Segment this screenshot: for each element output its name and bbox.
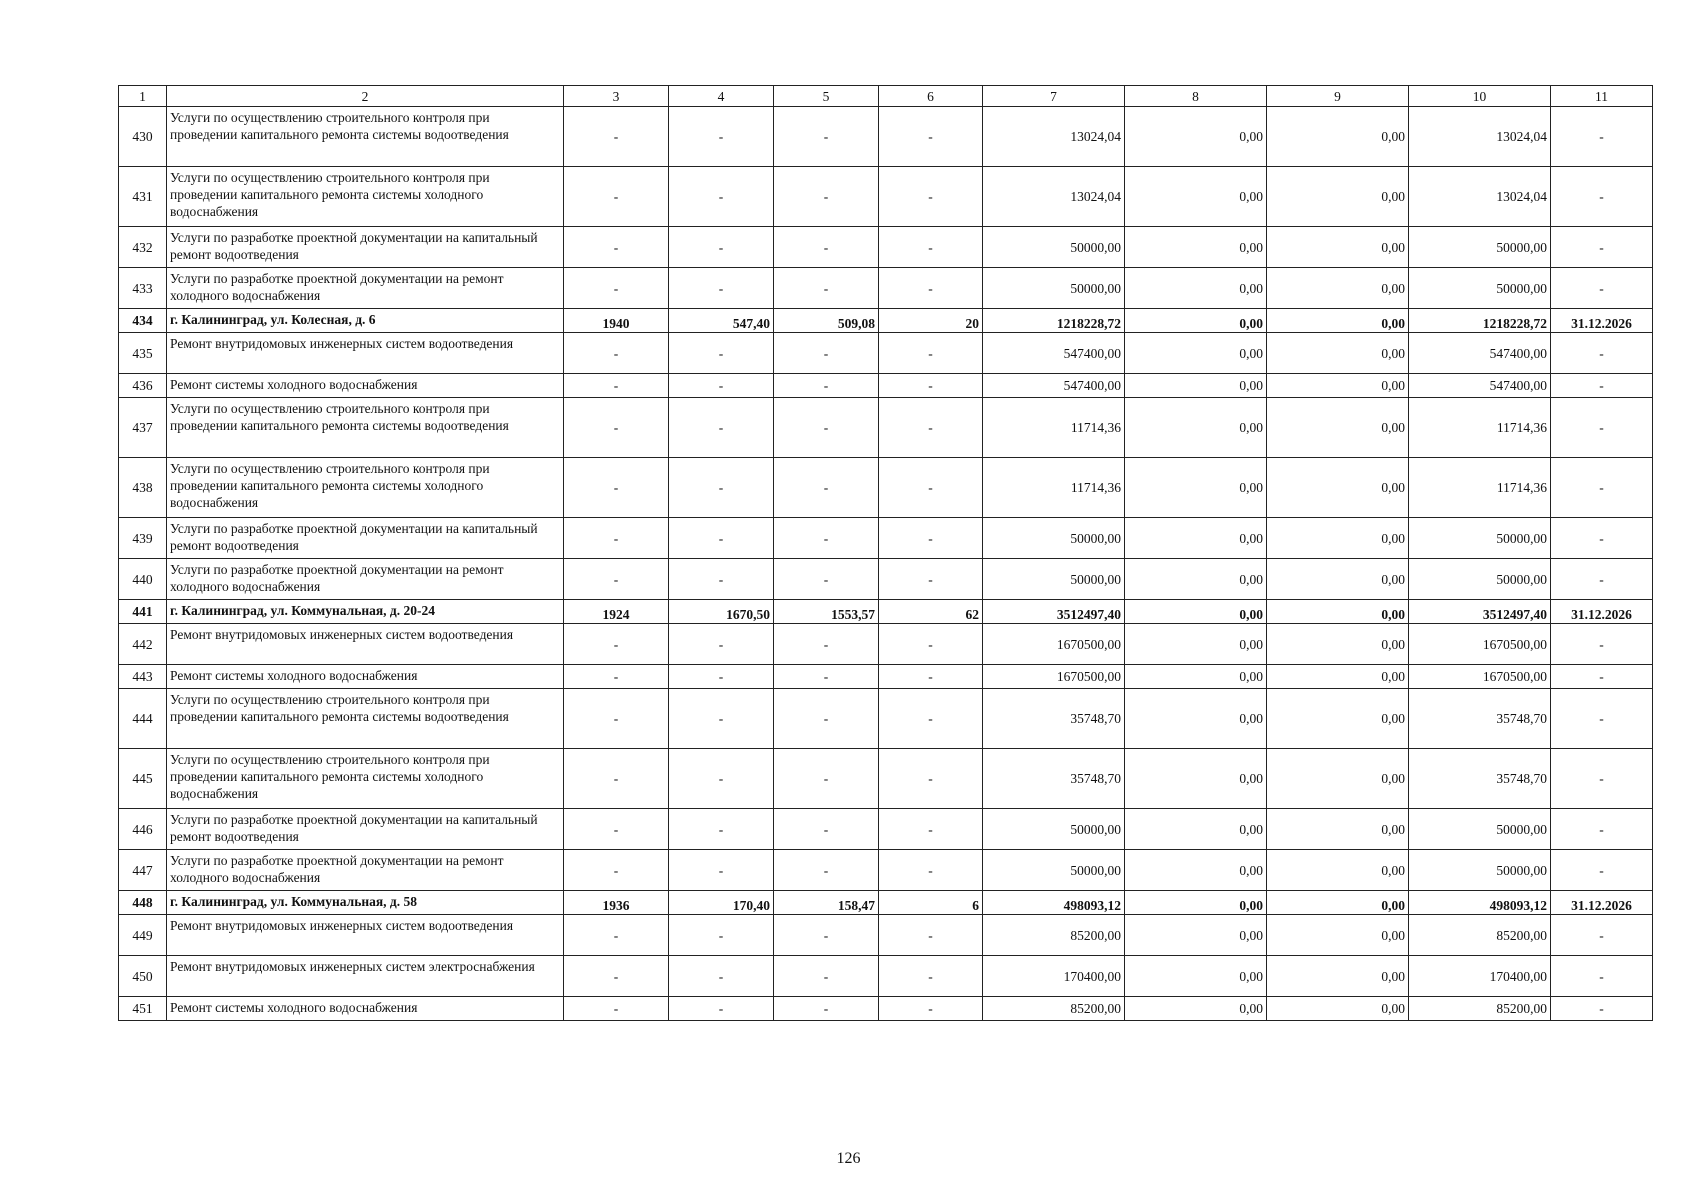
cell-col-9: 0,00	[1267, 374, 1409, 398]
cell-col-3: 1940	[564, 309, 669, 333]
cell-col-11: -	[1551, 559, 1653, 600]
cell-col-9: 0,00	[1267, 458, 1409, 518]
cell-col-6: -	[879, 809, 983, 850]
cell-col-8: 0,00	[1125, 915, 1267, 956]
table-body	[119, 107, 1653, 1021]
cell-col-8: 0,00	[1125, 309, 1267, 333]
cell-col-7: 13024,04	[983, 107, 1125, 167]
cell-col-7: 85200,00	[983, 997, 1125, 1021]
cell-col-5: -	[774, 227, 879, 268]
row-number: 436	[119, 374, 167, 398]
cell-col-6: -	[879, 665, 983, 689]
cell-col-9: 0,00	[1267, 227, 1409, 268]
cell-col-7: 13024,04	[983, 167, 1125, 227]
cell-col-7: 85200,00	[983, 915, 1125, 956]
table-row	[119, 689, 1653, 749]
cell-col-3: -	[564, 997, 669, 1021]
cell-col-10: 1218228,72	[1409, 309, 1551, 333]
work-description: Услуги по разработке проектной документации на капитальный ремонт водоотведения	[167, 227, 564, 268]
row-number: 438	[119, 458, 167, 518]
cell-col-4: -	[669, 518, 774, 559]
work-description: Ремонт внутридомовых инженерных систем электроснабжения	[167, 956, 564, 997]
work-description: Услуги по осуществлению строительного контроля при проведении капитального ремонта системы холодного водоснабжения	[167, 458, 564, 518]
row-number: 444	[119, 689, 167, 749]
row-number: 446	[119, 809, 167, 850]
cell-col-5: -	[774, 333, 879, 374]
cell-col-3: 1936	[564, 891, 669, 915]
column-header-2: 2	[167, 86, 564, 107]
cell-col-4: -	[669, 915, 774, 956]
cell-col-10: 170400,00	[1409, 956, 1551, 997]
cell-col-6: 20	[879, 309, 983, 333]
work-description: Услуги по разработке проектной документации на ремонт холодного водоснабжения	[167, 559, 564, 600]
cell-col-8: 0,00	[1125, 809, 1267, 850]
column-header-1: 1	[119, 86, 167, 107]
cell-col-5: -	[774, 268, 879, 309]
cell-col-9: 0,00	[1267, 107, 1409, 167]
cell-col-9: 0,00	[1267, 749, 1409, 809]
cell-col-7: 11714,36	[983, 398, 1125, 458]
cell-col-3: -	[564, 665, 669, 689]
cell-col-4: -	[669, 227, 774, 268]
cell-col-9: 0,00	[1267, 600, 1409, 624]
work-description: Услуги по осуществлению строительного контроля при проведении капитального ремонта системы холодного водоснабжения	[167, 749, 564, 809]
cell-col-8: 0,00	[1125, 227, 1267, 268]
cell-col-11: 31.12.2026	[1551, 891, 1653, 915]
cell-col-3: -	[564, 518, 669, 559]
table-row	[119, 850, 1653, 891]
column-number-row	[119, 86, 1653, 107]
cell-col-9: 0,00	[1267, 333, 1409, 374]
table-row	[119, 997, 1653, 1021]
cell-col-11: -	[1551, 268, 1653, 309]
cell-col-3: -	[564, 624, 669, 665]
cell-col-11: -	[1551, 997, 1653, 1021]
cell-col-4: -	[669, 398, 774, 458]
cell-col-10: 11714,36	[1409, 458, 1551, 518]
cell-col-5: -	[774, 374, 879, 398]
cell-col-6: -	[879, 850, 983, 891]
cell-col-3: -	[564, 689, 669, 749]
cell-col-8: 0,00	[1125, 891, 1267, 915]
cell-col-6: -	[879, 398, 983, 458]
cell-col-7: 50000,00	[983, 227, 1125, 268]
cell-col-11: -	[1551, 374, 1653, 398]
cell-col-6: -	[879, 749, 983, 809]
cell-col-11: -	[1551, 915, 1653, 956]
cell-col-7: 547400,00	[983, 333, 1125, 374]
work-description: Услуги по осуществлению строительного контроля при проведении капитального ремонта системы водоотведения	[167, 689, 564, 749]
table-row	[119, 374, 1653, 398]
cell-col-11: -	[1551, 107, 1653, 167]
cell-col-11: 31.12.2026	[1551, 600, 1653, 624]
cell-col-7: 50000,00	[983, 268, 1125, 309]
cell-col-4: 170,40	[669, 891, 774, 915]
cell-col-10: 85200,00	[1409, 915, 1551, 956]
cell-col-10: 3512497,40	[1409, 600, 1551, 624]
cell-col-4: -	[669, 850, 774, 891]
cell-col-10: 35748,70	[1409, 689, 1551, 749]
cell-col-9: 0,00	[1267, 624, 1409, 665]
address-row	[119, 309, 1653, 333]
cell-col-7: 1218228,72	[983, 309, 1125, 333]
cell-col-5: -	[774, 167, 879, 227]
row-number: 448	[119, 891, 167, 915]
cell-col-3: 1924	[564, 600, 669, 624]
column-header-3: 3	[564, 86, 669, 107]
cell-col-6: -	[879, 458, 983, 518]
cell-col-6: -	[879, 956, 983, 997]
row-number: 441	[119, 600, 167, 624]
cell-col-7: 547400,00	[983, 374, 1125, 398]
document-page	[118, 85, 1653, 1021]
cell-col-7: 35748,70	[983, 689, 1125, 749]
table-row	[119, 956, 1653, 997]
cell-col-6: -	[879, 559, 983, 600]
work-description: Ремонт системы холодного водоснабжения	[167, 665, 564, 689]
cell-col-8: 0,00	[1125, 624, 1267, 665]
cell-col-9: 0,00	[1267, 689, 1409, 749]
table-row	[119, 749, 1653, 809]
cell-col-8: 0,00	[1125, 333, 1267, 374]
row-number: 434	[119, 309, 167, 333]
cell-col-3: -	[564, 107, 669, 167]
cell-col-10: 35748,70	[1409, 749, 1551, 809]
cell-col-10: 50000,00	[1409, 518, 1551, 559]
repair-schedule-table	[118, 85, 1653, 1021]
cell-col-5: -	[774, 956, 879, 997]
cell-col-11: -	[1551, 956, 1653, 997]
cell-col-5: -	[774, 689, 879, 749]
cell-col-9: 0,00	[1267, 559, 1409, 600]
cell-col-4: -	[669, 689, 774, 749]
table-row	[119, 268, 1653, 309]
cell-col-9: 0,00	[1267, 915, 1409, 956]
table-row	[119, 809, 1653, 850]
cell-col-4: -	[669, 665, 774, 689]
cell-col-7: 50000,00	[983, 809, 1125, 850]
cell-col-10: 547400,00	[1409, 333, 1551, 374]
cell-col-8: 0,00	[1125, 689, 1267, 749]
cell-col-11: -	[1551, 518, 1653, 559]
cell-col-8: 0,00	[1125, 107, 1267, 167]
cell-col-7: 498093,12	[983, 891, 1125, 915]
row-number: 431	[119, 167, 167, 227]
column-header-10: 10	[1409, 86, 1551, 107]
cell-col-5: -	[774, 398, 879, 458]
cell-col-5: 1553,57	[774, 600, 879, 624]
row-number: 442	[119, 624, 167, 665]
cell-col-5: -	[774, 559, 879, 600]
cell-col-6: -	[879, 333, 983, 374]
table-row	[119, 107, 1653, 167]
cell-col-7: 1670500,00	[983, 665, 1125, 689]
row-number: 430	[119, 107, 167, 167]
cell-col-6: -	[879, 915, 983, 956]
column-header-9: 9	[1267, 86, 1409, 107]
cell-col-9: 0,00	[1267, 665, 1409, 689]
row-number: 451	[119, 997, 167, 1021]
cell-col-11: 31.12.2026	[1551, 309, 1653, 333]
cell-col-4: 547,40	[669, 309, 774, 333]
column-header-8: 8	[1125, 86, 1267, 107]
cell-col-4: -	[669, 268, 774, 309]
cell-col-4: -	[669, 559, 774, 600]
cell-col-8: 0,00	[1125, 749, 1267, 809]
table-row	[119, 227, 1653, 268]
cell-col-9: 0,00	[1267, 956, 1409, 997]
cell-col-10: 547400,00	[1409, 374, 1551, 398]
cell-col-8: 0,00	[1125, 665, 1267, 689]
cell-col-7: 50000,00	[983, 518, 1125, 559]
cell-col-3: -	[564, 809, 669, 850]
table-row	[119, 559, 1653, 600]
cell-col-8: 0,00	[1125, 374, 1267, 398]
cell-col-6: -	[879, 167, 983, 227]
cell-col-5: -	[774, 107, 879, 167]
row-number: 445	[119, 749, 167, 809]
cell-col-8: 0,00	[1125, 956, 1267, 997]
column-header-6: 6	[879, 86, 983, 107]
cell-col-3: -	[564, 915, 669, 956]
cell-col-4: -	[669, 749, 774, 809]
cell-col-11: -	[1551, 458, 1653, 518]
work-description: Ремонт системы холодного водоснабжения	[167, 997, 564, 1021]
cell-col-6: -	[879, 107, 983, 167]
cell-col-9: 0,00	[1267, 309, 1409, 333]
row-number: 447	[119, 850, 167, 891]
cell-col-3: -	[564, 398, 669, 458]
row-number: 450	[119, 956, 167, 997]
page-number: 126	[836, 1150, 861, 1167]
cell-col-8: 0,00	[1125, 518, 1267, 559]
cell-col-5: -	[774, 665, 879, 689]
cell-col-8: 0,00	[1125, 559, 1267, 600]
cell-col-5: -	[774, 458, 879, 518]
cell-col-10: 50000,00	[1409, 559, 1551, 600]
cell-col-8: 0,00	[1125, 850, 1267, 891]
cell-col-6: -	[879, 689, 983, 749]
column-header-7: 7	[983, 86, 1125, 107]
table-row	[119, 398, 1653, 458]
cell-col-8: 0,00	[1125, 458, 1267, 518]
cell-col-6: -	[879, 268, 983, 309]
cell-col-11: -	[1551, 689, 1653, 749]
column-header-4: 4	[669, 86, 774, 107]
cell-col-6: 62	[879, 600, 983, 624]
work-description: Ремонт внутридомовых инженерных систем водоотведения	[167, 624, 564, 665]
work-description: Услуги по осуществлению строительного контроля при проведении капитального ремонта системы водоотведения	[167, 107, 564, 167]
cell-col-5: -	[774, 915, 879, 956]
row-number: 435	[119, 333, 167, 374]
cell-col-7: 3512497,40	[983, 600, 1125, 624]
table-row	[119, 624, 1653, 665]
cell-col-7: 50000,00	[983, 850, 1125, 891]
cell-col-10: 11714,36	[1409, 398, 1551, 458]
work-description: Услуги по осуществлению строительного контроля при проведении капитального ремонта системы водоотведения	[167, 398, 564, 458]
cell-col-10: 498093,12	[1409, 891, 1551, 915]
cell-col-8: 0,00	[1125, 997, 1267, 1021]
work-description: г. Калининград, ул. Колесная, д. 6	[167, 309, 564, 333]
cell-col-5: -	[774, 624, 879, 665]
cell-col-10: 13024,04	[1409, 167, 1551, 227]
row-number: 432	[119, 227, 167, 268]
cell-col-8: 0,00	[1125, 167, 1267, 227]
cell-col-6: -	[879, 374, 983, 398]
cell-col-3: -	[564, 167, 669, 227]
cell-col-3: -	[564, 850, 669, 891]
cell-col-10: 1670500,00	[1409, 624, 1551, 665]
work-description: Услуги по разработке проектной документации на ремонт холодного водоснабжения	[167, 850, 564, 891]
row-number: 443	[119, 665, 167, 689]
cell-col-5: 509,08	[774, 309, 879, 333]
cell-col-11: -	[1551, 850, 1653, 891]
cell-col-8: 0,00	[1125, 398, 1267, 458]
row-number: 437	[119, 398, 167, 458]
cell-col-11: -	[1551, 227, 1653, 268]
cell-col-8: 0,00	[1125, 268, 1267, 309]
cell-col-9: 0,00	[1267, 518, 1409, 559]
cell-col-3: -	[564, 956, 669, 997]
cell-col-11: -	[1551, 624, 1653, 665]
work-description: Ремонт системы холодного водоснабжения	[167, 374, 564, 398]
row-number: 433	[119, 268, 167, 309]
cell-col-4: -	[669, 333, 774, 374]
row-number: 449	[119, 915, 167, 956]
table-row	[119, 167, 1653, 227]
cell-col-9: 0,00	[1267, 809, 1409, 850]
cell-col-3: -	[564, 749, 669, 809]
cell-col-5: -	[774, 518, 879, 559]
work-description: Ремонт внутридомовых инженерных систем водоотведения	[167, 915, 564, 956]
cell-col-3: -	[564, 374, 669, 398]
work-description: г. Калининград, ул. Коммунальная, д. 20-24	[167, 600, 564, 624]
cell-col-6: -	[879, 997, 983, 1021]
row-number: 440	[119, 559, 167, 600]
cell-col-11: -	[1551, 167, 1653, 227]
address-row	[119, 891, 1653, 915]
cell-col-8: 0,00	[1125, 600, 1267, 624]
cell-col-9: 0,00	[1267, 268, 1409, 309]
work-description: Услуги по разработке проектной документации на капитальный ремонт водоотведения	[167, 518, 564, 559]
work-description: Ремонт внутридомовых инженерных систем водоотведения	[167, 333, 564, 374]
cell-col-7: 11714,36	[983, 458, 1125, 518]
cell-col-11: -	[1551, 809, 1653, 850]
cell-col-11: -	[1551, 398, 1653, 458]
cell-col-10: 85200,00	[1409, 997, 1551, 1021]
cell-col-9: 0,00	[1267, 398, 1409, 458]
cell-col-4: -	[669, 167, 774, 227]
cell-col-4: -	[669, 809, 774, 850]
cell-col-6: -	[879, 624, 983, 665]
table-row	[119, 915, 1653, 956]
address-row	[119, 600, 1653, 624]
cell-col-3: -	[564, 458, 669, 518]
cell-col-3: -	[564, 559, 669, 600]
cell-col-6: 6	[879, 891, 983, 915]
cell-col-9: 0,00	[1267, 167, 1409, 227]
cell-col-11: -	[1551, 749, 1653, 809]
cell-col-3: -	[564, 333, 669, 374]
table-row	[119, 665, 1653, 689]
row-number: 439	[119, 518, 167, 559]
cell-col-10: 50000,00	[1409, 809, 1551, 850]
cell-col-5: -	[774, 850, 879, 891]
column-header-5: 5	[774, 86, 879, 107]
cell-col-3: -	[564, 268, 669, 309]
cell-col-7: 50000,00	[983, 559, 1125, 600]
cell-col-4: 1670,50	[669, 600, 774, 624]
cell-col-7: 35748,70	[983, 749, 1125, 809]
work-description: Услуги по осуществлению строительного контроля при проведении капитального ремонта системы холодного водоснабжения	[167, 167, 564, 227]
cell-col-5: -	[774, 809, 879, 850]
cell-col-9: 0,00	[1267, 850, 1409, 891]
cell-col-11: -	[1551, 333, 1653, 374]
cell-col-4: -	[669, 624, 774, 665]
work-description: г. Калининград, ул. Коммунальная, д. 58	[167, 891, 564, 915]
cell-col-10: 1670500,00	[1409, 665, 1551, 689]
cell-col-9: 0,00	[1267, 891, 1409, 915]
cell-col-10: 13024,04	[1409, 107, 1551, 167]
cell-col-11: -	[1551, 665, 1653, 689]
work-description: Услуги по разработке проектной документации на капитальный ремонт водоотведения	[167, 809, 564, 850]
cell-col-4: -	[669, 458, 774, 518]
cell-col-4: -	[669, 374, 774, 398]
cell-col-10: 50000,00	[1409, 850, 1551, 891]
cell-col-5: -	[774, 997, 879, 1021]
cell-col-7: 170400,00	[983, 956, 1125, 997]
cell-col-7: 1670500,00	[983, 624, 1125, 665]
cell-col-10: 50000,00	[1409, 268, 1551, 309]
cell-col-9: 0,00	[1267, 997, 1409, 1021]
cell-col-3: -	[564, 227, 669, 268]
cell-col-4: -	[669, 997, 774, 1021]
cell-col-5: 158,47	[774, 891, 879, 915]
table-row	[119, 458, 1653, 518]
cell-col-4: -	[669, 956, 774, 997]
cell-col-5: -	[774, 749, 879, 809]
cell-col-10: 50000,00	[1409, 227, 1551, 268]
cell-col-6: -	[879, 227, 983, 268]
cell-col-4: -	[669, 107, 774, 167]
column-header-11: 11	[1551, 86, 1653, 107]
table-row	[119, 333, 1653, 374]
work-description: Услуги по разработке проектной документации на ремонт холодного водоснабжения	[167, 268, 564, 309]
table-row	[119, 518, 1653, 559]
cell-col-6: -	[879, 518, 983, 559]
